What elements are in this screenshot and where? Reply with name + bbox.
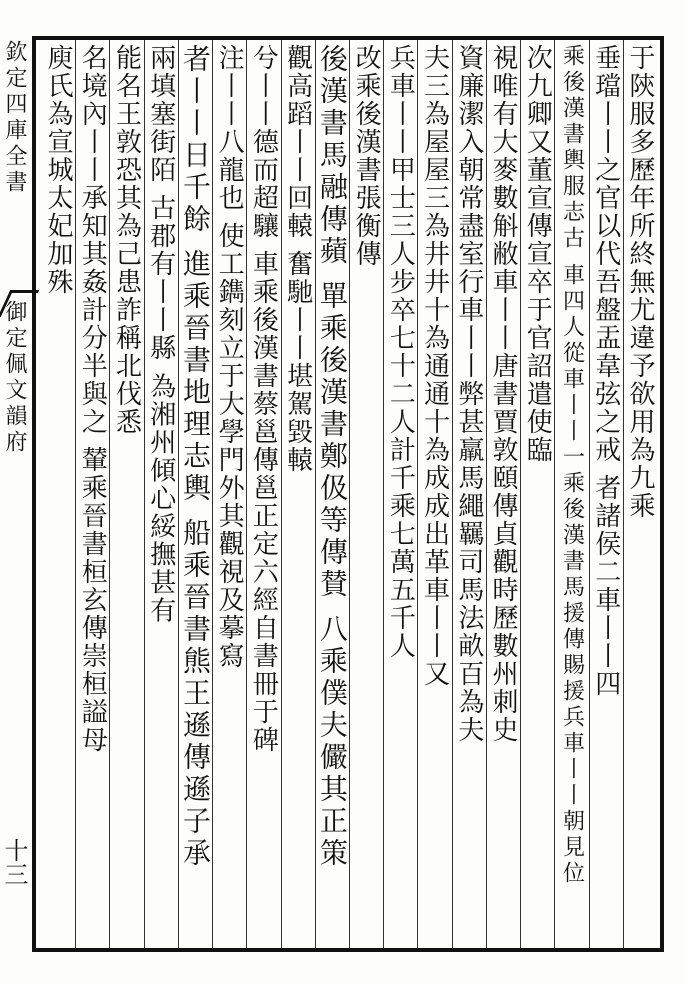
text-column: 垂璫丨丨之官以代吾盤盂韋弦之戒 者諸侯二車丨丨四 bbox=[590, 44, 621, 699]
text-column: 注丨丨八龍也 使工鐫刻立于大學門外其觀視及摹寫 bbox=[214, 44, 245, 671]
margin-book-title: 欽定四庫全書 bbox=[2, 40, 27, 196]
text-column: 夫三為屋屋三為井井十為通通十為成成出革車丨丨又 bbox=[419, 44, 450, 688]
column-rule bbox=[589, 40, 590, 948]
column-rule bbox=[246, 40, 247, 948]
text-column: 後漢書馬融傳蘋 單乘後漢書鄭伋等傳賛 八乘僕夫儼其正策 bbox=[315, 44, 349, 870]
text-column: 能名王敦恐其為己患詐稱北伐悉 bbox=[111, 44, 142, 436]
column-rule bbox=[383, 40, 384, 948]
column-rule bbox=[212, 40, 213, 948]
text-column: 兵車丨丨甲士三人步卒七十二人計千乘七萬五千人 bbox=[385, 44, 416, 660]
text-column: 觀高蹈丨丨回轅 奮馳丨丨堪駕毀轅 bbox=[282, 44, 313, 475]
text-column: 者丨丨日千餘 進乘晉書地理志輿 船乘晉書熊王遜傳遜子承 bbox=[178, 44, 212, 870]
text-column: 乘後漢書輿服志古 車四人從車丨丨一乘後漢書馬援傳賜援兵車丨丨朝見位 bbox=[559, 44, 585, 887]
text-column: 視唯有大麥數斛敝車丨丨唐書賈敦頤傳貞觀時歷數州刺史 bbox=[488, 44, 519, 744]
text-column: 兮丨丨德而超驤 車乘後漢書蔡邕傳邕正定六經自書冊于碑 bbox=[248, 44, 279, 755]
column-rule bbox=[623, 40, 624, 948]
margin-work-title: 御定佩文韻府 bbox=[2, 300, 27, 456]
column-rule bbox=[417, 40, 418, 948]
text-column: 改乘後漢書張衡傳 bbox=[351, 44, 382, 268]
column-rule bbox=[109, 40, 110, 948]
column-rule bbox=[144, 40, 145, 948]
text-column: 名境內丨丨承知其姦計分半與之 輦乘晉書桓玄傳崇桓謚母 bbox=[77, 44, 108, 755]
text-column: 兩填塞街陌 古郡有丨丨縣 為湘州傾心綏撫甚有 bbox=[145, 44, 176, 625]
column-rule bbox=[178, 40, 179, 948]
text-column: 次九卿又董宣傳宣卒于官詔遣使臨 bbox=[522, 44, 553, 464]
column-rule bbox=[486, 40, 487, 948]
column-rule bbox=[75, 40, 76, 948]
column-rule bbox=[315, 40, 316, 948]
column-rule bbox=[349, 40, 350, 948]
column-rule bbox=[281, 40, 282, 948]
column-rule bbox=[520, 40, 521, 948]
text-column: 資廉潔入朝常盡室行車丨丨弊甚羸馬繩羈司馬法畝百為夫 bbox=[453, 44, 484, 744]
column-rule bbox=[452, 40, 453, 948]
page-number: 十三 bbox=[0, 838, 28, 886]
text-column: 于陝服多歷年所終無尤違予欲用為九乘 bbox=[625, 44, 655, 520]
column-rule bbox=[554, 40, 555, 948]
text-column: 庾氏為宣城太妃加殊 bbox=[43, 44, 73, 296]
